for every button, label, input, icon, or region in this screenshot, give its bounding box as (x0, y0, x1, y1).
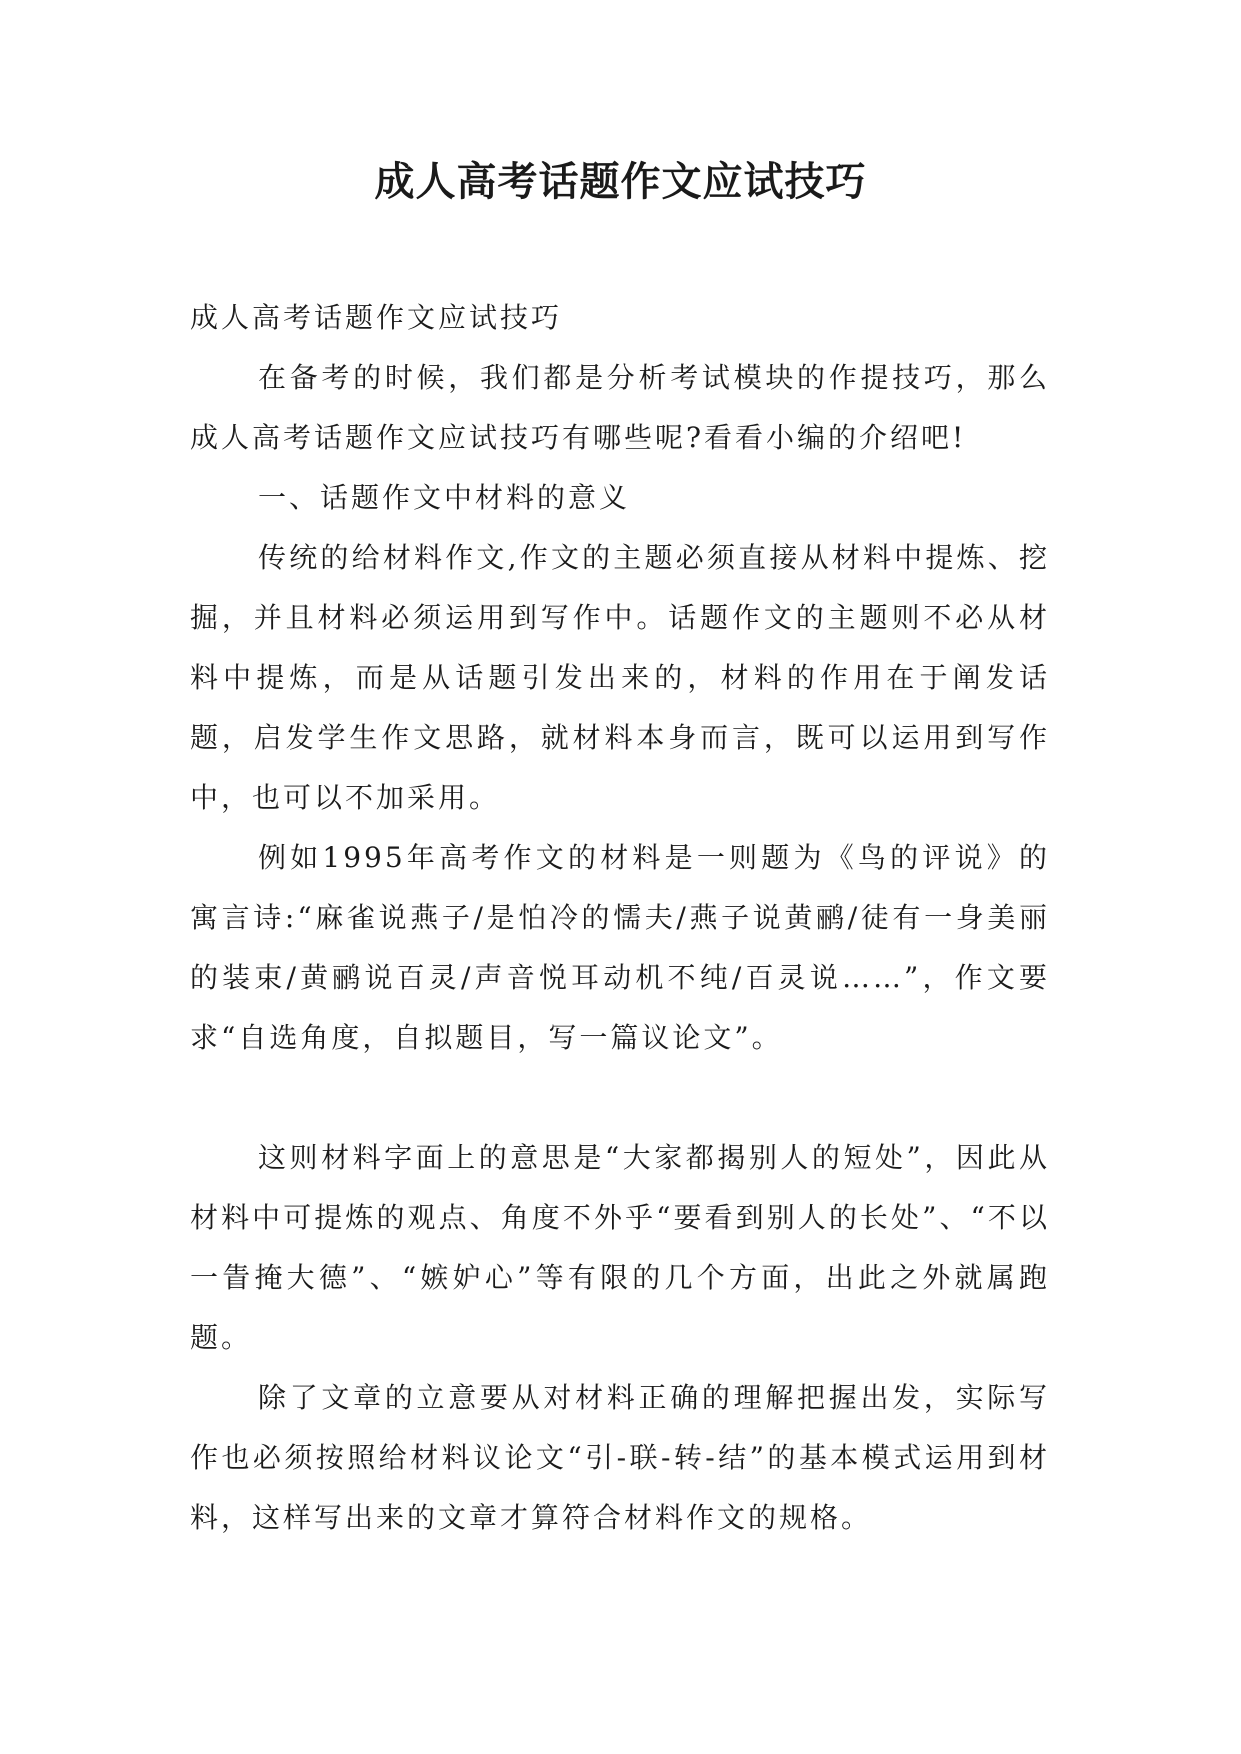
intro-paragraph: 在备考的时候，我们都是分析考试模块的作提技巧，那么成人高考话题作文应试技巧有哪些呢?看看小编的介绍吧! (190, 361, 1050, 454)
subtitle-paragraph: 成人高考话题作文应试技巧 (190, 301, 563, 334)
document-body (190, 288, 1050, 1548)
document-title: 成人高考话题作文应试技巧 (374, 158, 867, 205)
conclusion-paragraph: 除了文章的立意要从对材料正确的理解把握出发，实际写作也必须按照给材料议论文“引-联-转-结”的基本模式运用到材料，这样写出来的文章才算符合材料作文的规格。 (190, 1381, 1050, 1534)
analysis-paragraph: 这则材料字面上的意思是“大家都揭别人的短处”，因此从材料中可提炼的观点、角度不外乎“要看到别人的长处”、“不以一眚掩大德”、“嫉妒心”等有限的几个方面，出此之外就属跑题。 (190, 1141, 1050, 1354)
body-paragraph: 传统的给材料作文,作文的主题必须直接从材料中提炼、挖掘，并且材料必须运用到写作中。话题作文的主题则不必从材料中提炼，而是从话题引发出来的，材料的作用在于阐发话题，启发学生作文思路，就材料本身而言，既可以运用到写作中，也可以不加采用。 (190, 541, 1050, 814)
example-paragraph: 例如1995年高考作文的材料是一则题为《鸟的评说》的寓言诗:“麻雀说燕子/是怕冷的懦夫/燕子说黄鹂/徒有一身美丽的装束/黄鹂说百灵/声音悦耳动机不纯/百灵说……”，作文要求“自选角度，自拟题目，写一篇议论文”。 (190, 841, 1050, 1054)
section-heading: 一、话题作文中材料的意义 (258, 481, 631, 514)
